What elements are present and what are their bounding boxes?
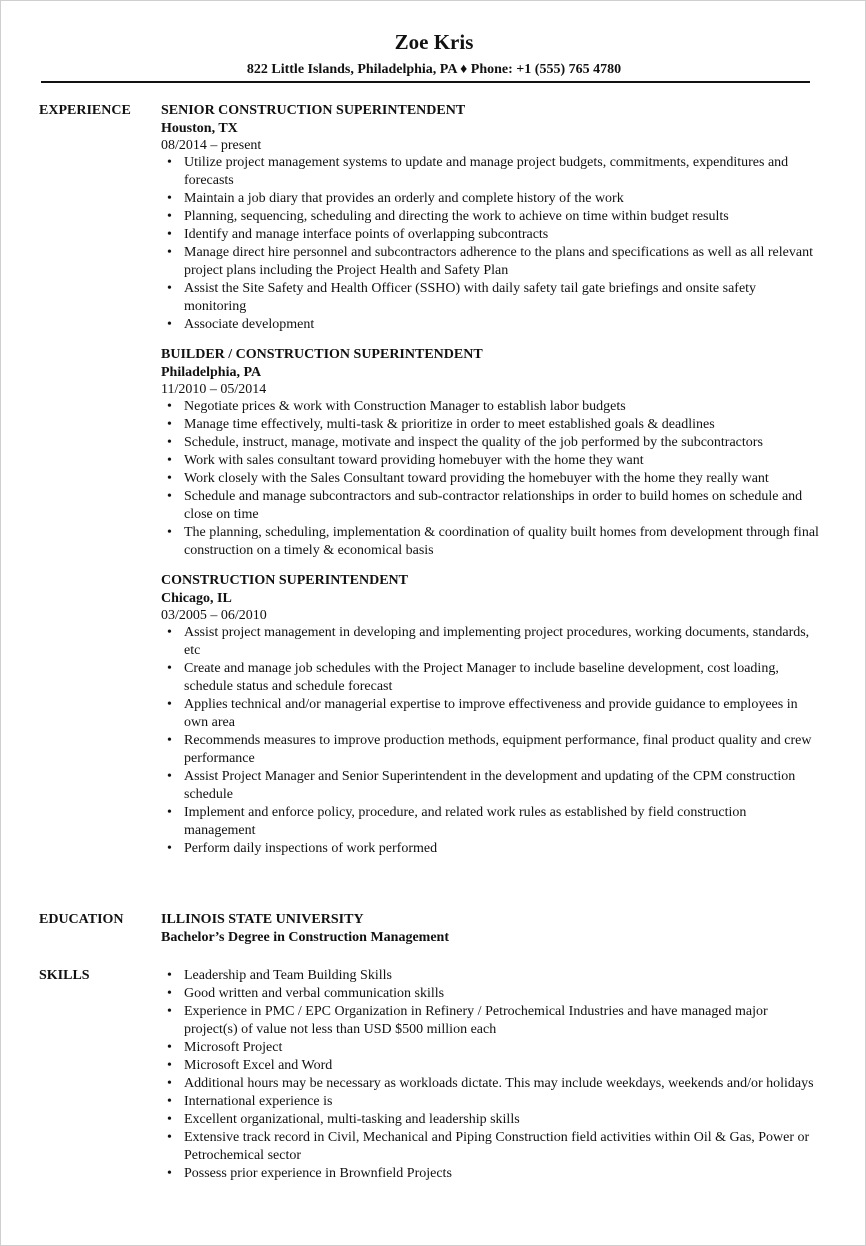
bullet-item: • Maintain a job diary that provides an orderly and complete history of the work — [184, 190, 821, 208]
bullet-item: • Schedule, instruct, manage, motivate and inspect the quality of the job performed by the subcontractors — [184, 434, 821, 452]
skill-item: • Additional hours may be necessary as workloads dictate. This may include weekdays, weekends and/or holidays — [184, 1075, 821, 1093]
job-location: Chicago, IL — [161, 591, 232, 606]
skill-item: • Experience in PMC / EPC Organization in Refinery / Petrochemical Industries and have managed major project(s) of value not less than USD $500 million each — [184, 1003, 821, 1039]
job-location: Houston, TX — [161, 121, 238, 136]
bullet-item: • Implement and enforce policy, procedure, and related work rules as established by field construction management — [184, 804, 821, 840]
bullet-item: • Planning, sequencing, scheduling and directing the work to achieve on time within budget results — [184, 208, 821, 226]
education-body — [161, 911, 821, 946]
bullet-item: • The planning, scheduling, implementation & coordination of quality built homes from development through final construction on a timely & economical basis — [184, 524, 821, 560]
skill-item: • International experience is — [184, 1093, 821, 1111]
job-dates: 03/2005 – 06/2010 — [161, 608, 267, 623]
bullet-item: • Negotiate prices & work with Construction Manager to establish labor budgets — [184, 398, 821, 416]
degree-name: Bachelor’s Degree in Construction Management — [161, 930, 449, 945]
skill-item: • Microsoft Excel and Word — [184, 1057, 821, 1075]
bullet-item: • Recommends measures to improve production methods, equipment performance, final product quality and crew performance — [184, 732, 821, 768]
bullet-item: • Perform daily inspections of work performed — [184, 840, 821, 858]
job-entry — [161, 346, 821, 560]
bullet-item: • Assist the Site Safety and Health Officer (SSHO) with daily safety tail gate briefings and onsite safety monitoring — [184, 280, 821, 316]
candidate-name: Zoe Kris — [394, 30, 474, 54]
job-bullets — [161, 624, 821, 858]
skill-item: • Possess prior experience in Brownfield Projects — [184, 1165, 821, 1183]
header-divider — [41, 81, 810, 83]
bullet-item: • Assist project management in developing and implementing project procedures, working documents, standards, etc — [184, 624, 821, 660]
resume-header — [1, 29, 866, 79]
experience-heading: EXPERIENCE — [39, 103, 131, 118]
skills-heading: SKILLS — [39, 968, 90, 983]
skill-item: • Leadership and Team Building Skills — [184, 967, 821, 985]
contact-line: 822 Little Islands, Philadelphia, PA ♦ Phone: +1 (555) 765 4780 — [246, 62, 622, 77]
skill-item: • Excellent organizational, multi-tasking and leadership skills — [184, 1111, 821, 1129]
bullet-item: • Work closely with the Sales Consultant toward providing the homebuyer with the home they really want — [184, 470, 821, 488]
skill-item: • Microsoft Project — [184, 1039, 821, 1057]
bullet-item: • Work with sales consultant toward providing homebuyer with the home they want — [184, 452, 821, 470]
experience-body — [161, 102, 821, 870]
bullet-item: • Identify and manage interface points of overlapping subcontracts — [184, 226, 821, 244]
bullet-item: • Applies technical and/or managerial expertise to improve effectiveness and provide guidance to employees in own area — [184, 696, 821, 732]
job-location: Philadelphia, PA — [161, 365, 262, 380]
skills-list — [161, 967, 821, 1183]
bullet-item: • Utilize project management systems to update and manage project budgets, commitments, expenditures and forecasts — [184, 154, 821, 190]
bullet-item: • Manage direct hire personnel and subcontractors adherence to the plans and specifications as well as all relevant project plans including the Project Health and Safety Plan — [184, 244, 821, 280]
skill-item: • Extensive track record in Civil, Mechanical and Piping Construction field activities within Oil & Gas, Power or Petrochemical sector — [184, 1129, 821, 1165]
bullet-item: • Assist Project Manager and Senior Superintendent in the development and updating of the CPM construction schedule — [184, 768, 821, 804]
job-dates: 11/2010 – 05/2014 — [161, 382, 267, 397]
education-heading: EDUCATION — [39, 912, 124, 927]
skill-item: • Good written and verbal communication skills — [184, 985, 821, 1003]
school-name: ILLINOIS STATE UNIVERSITY — [161, 912, 364, 927]
bullet-item: • Manage time effectively, multi-task & prioritize in order to meet established goals & deadlines — [184, 416, 821, 434]
job-title: SENIOR CONSTRUCTION SUPERINTENDENT — [161, 103, 466, 118]
skills-body — [161, 967, 821, 1183]
bullet-item: • Associate development — [184, 316, 821, 334]
bullet-item: • Create and manage job schedules with the Project Manager to include baseline development, cost loading, schedule status and schedule forecast — [184, 660, 821, 696]
job-bullets — [161, 154, 821, 334]
job-bullets — [161, 398, 821, 560]
job-entry — [161, 102, 821, 334]
job-entry — [161, 572, 821, 858]
job-dates: 08/2014 – present — [161, 138, 262, 153]
job-title: BUILDER / CONSTRUCTION SUPERINTENDENT — [161, 347, 483, 362]
bullet-item: • Schedule and manage subcontractors and sub-contractor relationships in order to build homes on schedule and close on time — [184, 488, 821, 524]
job-title: CONSTRUCTION SUPERINTENDENT — [161, 573, 408, 588]
